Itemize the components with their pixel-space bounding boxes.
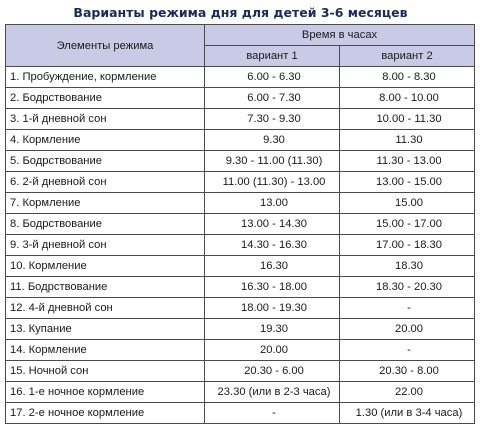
table-row — [6, 361, 475, 382]
table-row — [6, 151, 475, 172]
table-row — [6, 193, 475, 214]
row-element: 14. Кормление — [6, 340, 205, 361]
row-element: 9. 3-й дневной сон — [6, 235, 205, 256]
header-time: Время в часах — [205, 25, 475, 46]
row-element: 16. 1-е ночное кормление — [6, 382, 205, 403]
table-row — [6, 109, 475, 130]
header-row — [6, 25, 475, 46]
row-variant1: 23.30 (или в 2-3 часа) — [205, 382, 340, 403]
row-variant1: 16.30 — [205, 256, 340, 277]
table-row — [6, 277, 475, 298]
row-variant2: 22.00 — [340, 382, 475, 403]
row-variant2: 8.00 - 8.30 — [340, 67, 475, 88]
row-variant2: 18.30 - 20.30 — [340, 277, 475, 298]
row-variant1: 11.00 (11.30) - 13.00 — [205, 172, 340, 193]
table-row — [6, 340, 475, 361]
row-variant2: 15.00 — [340, 193, 475, 214]
table-row — [6, 130, 475, 151]
row-variant1: 13.00 — [205, 193, 340, 214]
regime-table — [5, 24, 475, 424]
row-variant2: 20.30 - 8.00 — [340, 361, 475, 382]
table-row — [6, 298, 475, 319]
header-variant1: вариант 1 — [205, 46, 340, 67]
table-row — [6, 172, 475, 193]
row-element: 3. 1-й дневной сон — [6, 109, 205, 130]
table-row — [6, 235, 475, 256]
row-element: 11. Бодрствование — [6, 277, 205, 298]
row-variant2: 15.00 - 17.00 — [340, 214, 475, 235]
row-element: 6. 2-й дневной сон — [6, 172, 205, 193]
table-row — [6, 67, 475, 88]
row-variant1: 6.00 - 7.30 — [205, 88, 340, 109]
table-row — [6, 382, 475, 403]
row-variant2: 11.30 - 13.00 — [340, 151, 475, 172]
row-variant1: 14.30 - 16.30 — [205, 235, 340, 256]
row-element: 12. 4-й дневной сон — [6, 298, 205, 319]
row-variant2: 17.00 - 18.30 — [340, 235, 475, 256]
row-variant2: 8.00 - 10.00 — [340, 88, 475, 109]
row-variant2: 10.00 - 11.30 — [340, 109, 475, 130]
row-variant2: 1.30 (или в 3-4 часа) — [340, 403, 475, 424]
row-variant2: 13.00 - 15.00 — [340, 172, 475, 193]
table-row — [6, 214, 475, 235]
row-variant2: - — [340, 298, 475, 319]
table-row — [6, 88, 475, 109]
page-title: Варианты режима дня для детей 3-6 месяцев — [73, 5, 408, 20]
row-element: 2. Бодрствование — [6, 88, 205, 109]
row-variant2: - — [340, 340, 475, 361]
row-element: 17. 2-е ночное кормление — [6, 403, 205, 424]
row-variant1: 9.30 - 11.00 (11.30) — [205, 151, 340, 172]
row-element: 10. Кормление — [6, 256, 205, 277]
row-variant1: 19.30 — [205, 319, 340, 340]
row-element: 1. Пробуждение, кормление — [6, 67, 205, 88]
row-variant2: 18.30 — [340, 256, 475, 277]
row-element: 13. Купание — [6, 319, 205, 340]
row-variant1: 9.30 — [205, 130, 340, 151]
row-variant1: 18.00 - 19.30 — [205, 298, 340, 319]
row-variant2: 11.30 — [340, 130, 475, 151]
row-element: 5. Бодрствование — [6, 151, 205, 172]
row-variant1: - — [205, 403, 340, 424]
header-variant2: вариант 2 — [340, 46, 475, 67]
header-elements: Элементы режима — [6, 25, 205, 67]
row-variant1: 16.30 - 18.00 — [205, 277, 340, 298]
row-element: 8. Бодрствование — [6, 214, 205, 235]
row-element: 7. Кормление — [6, 193, 205, 214]
row-element: 15. Ночной сон — [6, 361, 205, 382]
row-variant1: 6.00 - 6.30 — [205, 67, 340, 88]
table-row — [6, 319, 475, 340]
row-variant2: 20.00 — [340, 319, 475, 340]
row-variant1: 20.30 - 6.00 — [205, 361, 340, 382]
table-row — [6, 403, 475, 424]
table-row — [6, 256, 475, 277]
row-variant1: 20.00 — [205, 340, 340, 361]
row-variant1: 13.00 - 14.30 — [205, 214, 340, 235]
row-variant1: 7.30 - 9.30 — [205, 109, 340, 130]
row-element: 4. Кормление — [6, 130, 205, 151]
